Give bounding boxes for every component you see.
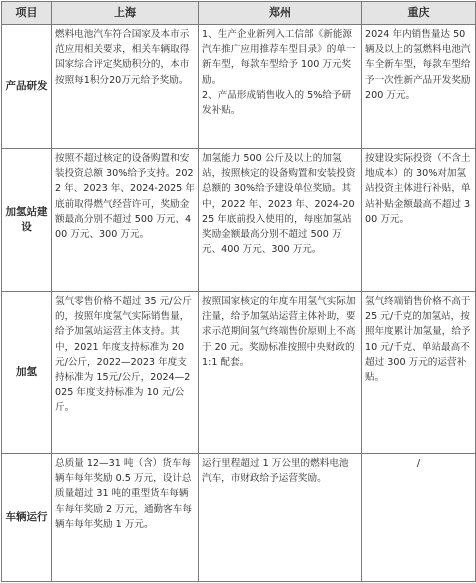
cell-zhengzhou-text: 1、生产企业新列入工信部《新能源汽车推广应用推荐车型目录》的单一新车型，每款车型给予 100 万元奖励。 2、产品形成销售收入的 5%给予研发补贴。 (202, 29, 356, 117)
table-row-hydrogen-refueling (2, 292, 476, 454)
cell-shanghai: 按照不超过核定的设备购置和安装投资总额 30%给予支持。2022 年、2023 年、2024-2025 年底前取得燃气经营许可，奖励金额最高分别不超过 500 万元、400 万元、300 万元。 (52, 149, 199, 292)
table-row-product-rd (2, 25, 476, 149)
header-shanghai: 上海 (52, 2, 199, 25)
cell-chongqing: / (362, 454, 476, 582)
row-category: 产品研发 (2, 25, 52, 149)
header-item: 项目 (2, 2, 52, 25)
header-zhengzhou: 郑州 (199, 2, 362, 25)
cell-zhengzhou: 加氢能力 500 公斤及以上的加氢站，按照核定的设备购置和安装投资总额的 30%给予建设单位奖励。其中，2022 年、2023 年、2024-2025 年底前投入使用的，每座加氢站奖励金额最高分别不超过 500 万元、400 万元、300 万元。 (199, 149, 362, 292)
cell-chongqing: 按建设实际投资（不含土地成本）的 30%对加氢站投资主体进行补贴，单站补贴金额最高不超过 300 万元。 (362, 149, 476, 292)
header-row (2, 2, 476, 25)
cell-shanghai: 燃料电池汽车符合国家及本市示范应用相关要求，相关车辆取得国家综合评定奖励积分的，本市按照每1积分20万元给予奖励。 (52, 25, 199, 149)
cell-chongqing: 氢气终端销售价格不高于 25 元/千克的加氢站，按照年度累计加氢量，给予 10 元/千克、单站最高不超过 300 万元的运营补贴。 (362, 292, 476, 454)
row-category: 车辆运行 (2, 454, 52, 582)
row-category: 加氢 (2, 292, 52, 454)
cell-zhengzhou: 运行里程超过 1 万公里的燃料电池汽车，市财政给予运营奖励。 (199, 454, 362, 582)
policy-comparison-table (1, 1, 476, 582)
cell-shanghai: 总质量 12—31 吨（含）货车每辆车每年奖励 0.5 万元，设计总质量超过 31 吨的重型货车每辆车每年奖励 2 万元，通勤客车每辆车每年奖励 1 万元。 (52, 454, 199, 582)
table-row-vehicle-operation (2, 454, 476, 582)
cell-shanghai: 氢气零售价格不超过 35 元/公斤的，按照年度氢气实际销售量，给予加氢站运营主体支持。其中，2021 年度支持标准为 20 元/公斤，2022—2023 年度支持标准为 15元/公斤，2024—2025 年度支持标准为 10 元/公斤。 (52, 292, 199, 454)
cell-zhengzhou: 按照国家核定的年度车用氢气实际加注量，给予加氢站运营主体补助，要求示范期间氢气终端售价原则上不高于 20 元。奖励标准按照中央财政的 1:1 配套。 (199, 292, 362, 454)
cell-zhengzhou (199, 25, 362, 149)
table-row-station-construction (2, 149, 476, 292)
row-category: 加氢站建设 (2, 149, 52, 292)
cell-chongqing: 2024 年内销售量达 50 辆及以上的氢燃料电池汽车全新车型，每款车型给予一次性新产品开发奖励 200 万元。 (362, 25, 476, 149)
header-chongqing: 重庆 (362, 2, 476, 25)
